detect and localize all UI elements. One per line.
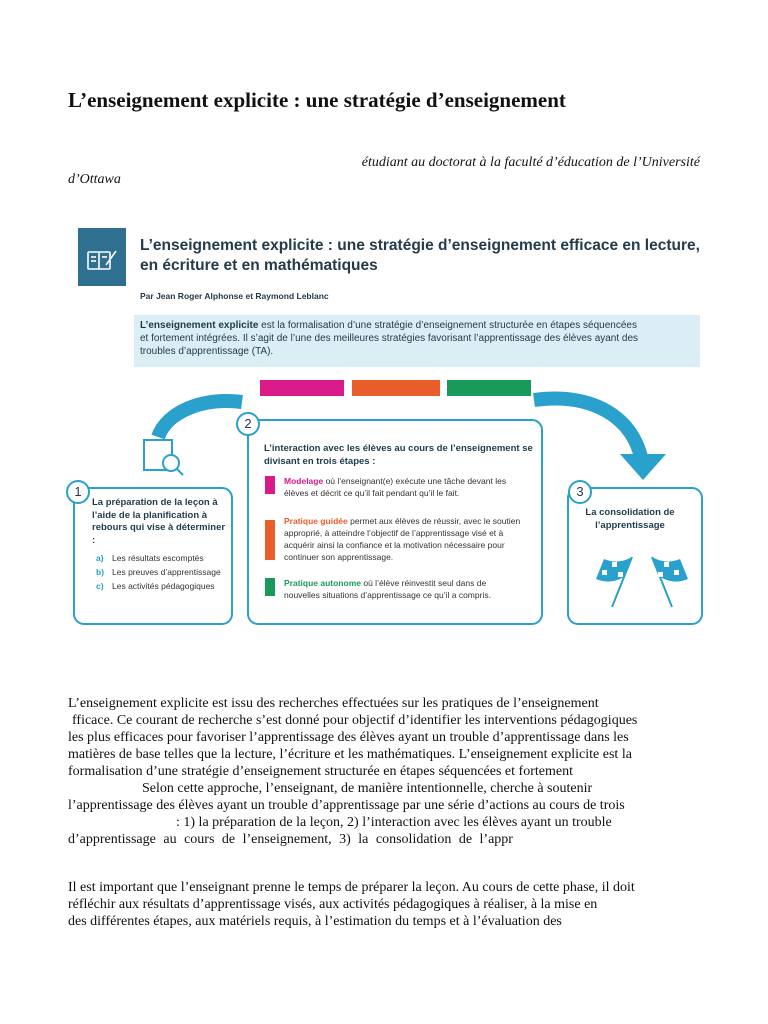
list-letter: a) <box>96 553 104 563</box>
list-text: Les preuves d’apprentissage <box>112 567 221 577</box>
left-arc-arrow <box>158 401 242 437</box>
definition-line2: et fortement intégrées. Il s’agit de l’une des meilleures stratégies favorisant l’apprentissage des élèves ayant des <box>140 333 639 344</box>
step-line: permet aux élèves de réussir, avec le soutien <box>347 516 521 526</box>
author-line <box>68 154 700 188</box>
infographic-title-line2: en écriture et en mathématiques <box>140 257 378 274</box>
infographic <box>72 222 712 632</box>
right-arrow-head <box>620 454 666 480</box>
body-paragraph-1 <box>68 695 700 848</box>
marker-modelage <box>265 476 275 494</box>
text-line: fficace. Ce courant de recherche s’est donné pour objectif d’identifier les interventions pédagogiques <box>72 713 638 728</box>
text-line: matières de base telles que la lecture, l’écriture et les mathématiques. L’enseignement explicite est la <box>68 747 632 762</box>
step-line: continuer son apprentissage. <box>284 552 394 562</box>
infographic-title-line1: L’enseignement explicite : une stratégie d’enseignement efficace en lecture, <box>140 237 700 254</box>
text-line: L’enseignement explicite est issu des recherches effectuées sur les pratiques de l’enseignement <box>68 696 599 711</box>
color-bar-modelage <box>260 380 344 396</box>
step-line: où l’enseignant(e) exécute une tâche devant les <box>323 476 507 486</box>
step-term: Modelage <box>284 476 324 486</box>
marker-pratique-autonome <box>265 578 275 596</box>
right-arc-arrow <box>534 399 642 462</box>
text-line: : 1) la préparation de la leçon, 2) l’interaction avec les élèves ayant un trouble <box>176 815 612 830</box>
phase2-number: 2 <box>236 412 260 436</box>
step-term: Pratique autonome <box>284 578 361 588</box>
infographic-title <box>140 236 710 276</box>
phase2-title: L’interaction avec les élèves au cours de l’enseignement se divisant en trois étapes : <box>264 443 533 467</box>
text-line: Il est important que l’enseignant prenne le temps de préparer la leçon. Au cours de cette phase, il doit <box>68 880 635 895</box>
text-line: les plus efficaces pour favoriser l’apprentissage des élèves ayant un trouble d’apprentissage dans les <box>68 730 629 745</box>
definition-line3: troubles d’apprentissage (TA). <box>140 346 274 357</box>
phase1-title: La préparation de la leçon à l’aide de la planification à rebours qui vise à déterminer : <box>92 497 226 546</box>
list-item <box>96 580 221 592</box>
step-line: élèves et décrit ce qu’il fait pendant qu’il le fait. <box>284 488 460 498</box>
author-affiliation-cont: d’Ottawa <box>68 172 121 187</box>
phase3-title: La consolidation de l’apprentissage <box>585 507 675 531</box>
text-line: des différentes étapes, aux matériels requis, à l’estimation du temps et à l’évaluation des <box>68 914 562 929</box>
color-bar-pratique-autonome <box>447 380 531 396</box>
document-title: L’enseignement explicite : une stratégie d’enseignement <box>68 88 566 112</box>
phase1-list <box>96 552 221 594</box>
text-line: d’apprentissage au cours de l’enseignement, 3) la consolidation de l’appr <box>68 832 513 847</box>
definition-line1: est la formalisation d’une stratégie d’enseignement structurée en étapes séquencées <box>258 320 637 331</box>
list-text: Les résultats escomptés <box>112 553 204 563</box>
body-paragraph-2 <box>68 879 700 930</box>
text-line: l’apprentissage des élèves ayant un trouble d’apprentissage par une série d’actions au cours de trois <box>68 798 625 813</box>
step-line: approprié, à atteindre l’objectif de l’apprentissage visé et à <box>284 528 504 538</box>
color-bar-pratique-guidee <box>352 380 440 396</box>
list-letter: c) <box>96 581 104 591</box>
author-affiliation: étudiant au doctorat à la faculté d’éducation de l’Université <box>361 155 700 170</box>
list-text: Les activités pédagogiques <box>112 581 215 591</box>
text-line: réfléchir aux résultats d’apprentissage visés, aux activités pédagogiques à réaliser, à la mise en <box>68 897 598 912</box>
phase1-number: 1 <box>66 480 90 504</box>
infographic-byline: Par Jean Roger Alphonse et Raymond Leblanc <box>140 291 329 301</box>
list-item <box>96 566 221 578</box>
phase3-number: 3 <box>568 480 592 504</box>
text-line: Selon cette approche, l’enseignant, de manière intentionnelle, cherche à soutenir <box>142 781 593 796</box>
step-line: où l’élève réinvestit seul dans de <box>360 578 487 588</box>
definition-term: L’enseignement explicite <box>140 320 259 331</box>
marker-pratique-guidee <box>265 520 275 560</box>
list-item <box>96 552 221 564</box>
step-line: acquérir ainsi la confiance et la motivation nécessaire pour <box>284 540 505 550</box>
definition-text <box>140 319 700 358</box>
step-term: Pratique guidée <box>284 516 348 526</box>
list-letter: b) <box>96 567 105 577</box>
step-pratique-guidee <box>284 515 529 563</box>
book-magnifier-icon <box>144 440 183 475</box>
step-pratique-autonome <box>284 577 529 601</box>
step-line: nouvelles situations d’apprentissage ce qu’il a compris. <box>284 590 491 600</box>
text-line: formalisation d’une stratégie d’enseignement structurée en étapes séquencées et fortement <box>68 764 573 779</box>
step-modelage <box>284 475 529 499</box>
